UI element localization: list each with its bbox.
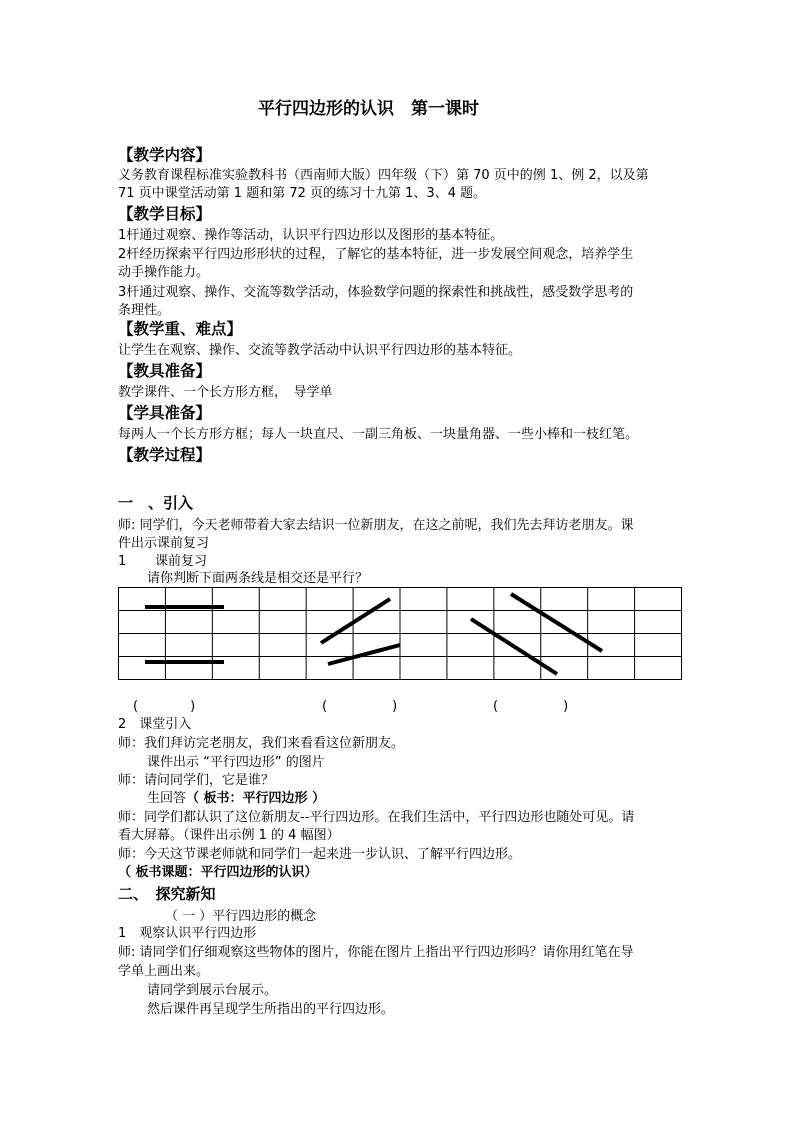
student-tools-line-1: 每两人一个长方形方框；每人一块直尺、一副三角板、一块量角器、一些小棒和一枝红笔。 bbox=[118, 427, 639, 442]
part2-step1: 1 观察认识平行四边形 bbox=[118, 926, 257, 941]
content-line-1: 义务教育课程标准实验教科书（西南师大版）四年级（下）第 70 页中的例 1、例 2，以及第 bbox=[118, 168, 649, 183]
part2-line-3: 请同学到展示台展示。 bbox=[147, 983, 278, 998]
goals-line-5: 条理性。 bbox=[118, 303, 171, 318]
review-grid bbox=[118, 587, 682, 681]
part2-subheading: （ 一 ）平行四边形的概念 bbox=[165, 909, 317, 924]
board-note: （ 板书：平行四边形 ） bbox=[186, 791, 326, 806]
teacher-tools-line-1: 教学课件、一个长方形方框， 导学单 bbox=[118, 385, 333, 400]
pair2-line-upper bbox=[321, 599, 390, 643]
student-answer-label: 生回答 bbox=[147, 791, 187, 806]
goals-line-1: 1杆通过观察、操作等活动，认识平行四边形以及图形的基本特征。 bbox=[118, 228, 504, 243]
part1-intro-2: 件出示课前复习 bbox=[118, 536, 210, 551]
pair3-line-left bbox=[471, 619, 557, 674]
answer-blank-3: ( ) bbox=[493, 699, 569, 714]
pair2-line-lower bbox=[328, 645, 400, 664]
grid-lines bbox=[119, 588, 682, 680]
section-heading-process: 【教学过程】 bbox=[118, 446, 212, 464]
goals-line-4: 3杆通过观察、操作、交流等数学活动，体验数学问题的探索性和挑战性，感受数学思考的 bbox=[118, 285, 634, 300]
goals-line-3: 动手操作能力。 bbox=[118, 265, 210, 280]
part1-line-1: 师：我们拜访完老朋友，我们来看看这位新朋友。 bbox=[118, 736, 405, 751]
section-heading-student-tools: 【学具准备】 bbox=[118, 404, 212, 422]
part1-intro-1: 师: 同学们，今天老师带着大家去结识一位新朋友，在这之前呢，我们先去拜访老朋友。课 bbox=[118, 518, 634, 533]
section-heading-content: 【教学内容】 bbox=[118, 146, 212, 164]
section-heading-goals: 【教学目标】 bbox=[118, 205, 212, 223]
page-title: 平行四边形的认识 第一课时 bbox=[258, 99, 479, 119]
section-heading-teacher-tools: 【教具准备】 bbox=[118, 362, 212, 380]
part2-line-2: 学单上画出来。 bbox=[118, 964, 210, 979]
part1-line-6: 看大屏幕。（课件出示例 1 的 4 幅图） bbox=[118, 828, 340, 843]
step2-label: 2 课堂引入 bbox=[118, 717, 192, 732]
part1-line-7: 师：今天这节课老师就和同学们一起来进一步认识、了解平行四边形。 bbox=[118, 847, 522, 862]
part2-heading: 二、 探究新知 bbox=[118, 885, 216, 903]
content-line-2: 71 页中课堂活动第 1 题和第 72 页的练习十九第 1、3、4 题。 bbox=[118, 186, 487, 201]
part1-line-4 bbox=[147, 790, 325, 807]
part1-line-5: 师：同学们都认识了这位新朋友--平行四边形。在我们生活中，平行四边形也随处可见。请 bbox=[118, 810, 635, 825]
part1-line-2: 课件出示 “平行四边形” 的图片 bbox=[147, 755, 325, 770]
answer-blank-2: ( ) bbox=[322, 699, 398, 714]
goals-line-2: 2杆经历探索平行四边形形状的过程，了解它的基本特征，进一步发展空间观念，培养学生 bbox=[118, 247, 634, 262]
answer-blank-1: ( ) bbox=[133, 699, 196, 714]
keypoints-line-1: 让学生在观察、操作、交流等教学活动中认识平行四边形的基本特征。 bbox=[118, 343, 522, 358]
part1-heading: 一 、引入 bbox=[118, 494, 194, 512]
review-question: 请你判断下面两条线是相交还是平行？ bbox=[147, 571, 369, 586]
section-heading-keypoints: 【教学重、难点】 bbox=[118, 320, 243, 338]
part2-line-1: 师: 请同学们仔细观察这些物体的图片，你能在图片上指出平行四边形吗？请你用红笔在导 bbox=[118, 945, 634, 960]
part1-line-3: 师：请问同学们，它是谁？ bbox=[118, 773, 275, 788]
step1-number: 1 bbox=[118, 554, 127, 569]
part2-line-4: 然后课件再呈现学生所指出的平行四边形。 bbox=[147, 1002, 395, 1017]
step1-label: 课前复习 bbox=[155, 554, 208, 569]
pair3-line-right bbox=[511, 594, 602, 651]
board-title-note: （ 板书课题：平行四边形的认识） bbox=[118, 865, 318, 880]
